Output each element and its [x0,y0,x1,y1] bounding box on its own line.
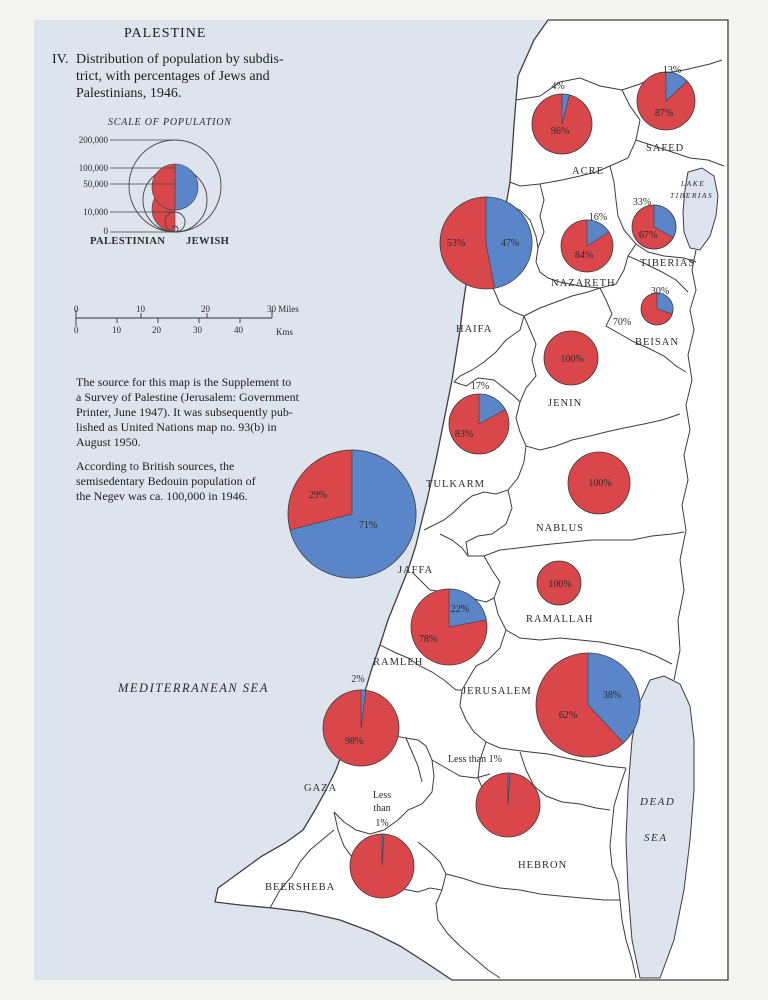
subdistrict-name-jaffa: JAFFA [398,565,434,576]
km-label-20: 20 [152,325,161,335]
pct-jewish-nazareth: 16% [588,212,608,223]
subdistrict-name-tiberias: TIBERIAS [640,258,696,269]
scale-value-0: 0 [103,226,108,236]
pct-jewish-beisan: 30% [650,286,670,297]
pct-jewish-ramleh: 22% [450,604,470,615]
bedouin-note-line-2: semisedentary Bedouin population of [76,474,256,488]
pct-jewish-tiberias: 33% [632,197,652,208]
pct-jewish-gaza: 2% [351,674,365,685]
pct-jewish-acre: 4% [551,81,565,92]
legend-palestinian-label: PALESTINIAN [90,236,166,247]
source-note-line-2: a Survey of Palestine (Jerusalem: Government [76,390,299,404]
subdistrict-name-acre: ACRE [572,166,605,177]
title-line-3: Palestinians, 1946. [76,86,182,101]
subdistrict-name-jerusalem: JERUSALEM [462,686,532,697]
km-label-10: 10 [112,325,121,335]
subdistrict-name-beisan: BEISAN [635,337,679,348]
subdistrict-name-beersheba: BEERSHEBA [265,882,336,893]
pct-palestinian-ramallah: 100% [548,579,572,590]
source-note-line-3: Printer, June 1947). It was subsequently pub- [76,405,293,419]
subdistrict-name-haifa: HAIFA [456,324,493,335]
pct-palestinian-jenin: 100% [560,354,584,365]
pct-palestinian-tulkarm: 83% [454,429,474,440]
subdistrict-name-hebron: HEBRON [518,860,568,871]
plate-number: IV. [52,52,69,67]
bedouin-note [76,459,256,503]
scale-value-200k: 200,000 [78,135,108,145]
legend-jewish-label: JEWISH [186,236,230,247]
scale-value-100k: 100,000 [78,163,108,173]
subdistrict-name-ramallah: RAMALLAH [526,614,594,625]
mile-label-0: 0 [74,304,79,314]
pct-jewish-beersheba-line-1: Less [372,790,392,801]
subdistrict-name-tulkarm: TULKARM [426,479,485,490]
pct-palestinian-nablus: 100% [588,478,612,489]
subdistrict-name-nazareth: NAZARETH [551,278,616,289]
title-line-1: Distribution of population by subdis- [76,52,284,67]
subdistrict-name-ramleh: RAMLEH [373,657,424,668]
bedouin-note-line-3: the Negev was ca. 100,000 in 1946. [76,489,248,503]
subdistrict-name-jenin: JENIN [548,398,583,409]
bedouin-note-line-1: According to British sources, the [76,459,235,473]
mediterranean-sea-label: MEDITERRANEAN SEA [118,681,269,695]
lake-label-2: TIBERIAS [670,191,714,200]
source-note-line-5: August 1950. [76,435,141,449]
source-note-line-4: lished as United Nations map no. 93(b) in [76,420,277,434]
map-header: PALESTINE [124,26,207,41]
pct-jewish-jaffa: 71% [358,520,378,531]
pct-palestinian-tiberias: 67% [638,230,658,241]
km-label-30: 30 [193,325,202,335]
pct-palestinian-gaza: 98% [344,736,364,747]
dead-sea-label-1: DEAD [640,796,676,808]
mile-label-20: 20 [201,304,210,314]
population-scale-title: SCALE OF POPULATION [108,117,232,128]
pct-jewish-beersheba-line-3: 1% [375,818,389,829]
pct-palestinian-acre: 96% [550,126,570,137]
subdistrict-name-nablus: NABLUS [536,523,585,534]
pct-palestinian-nazareth: 84% [574,250,594,261]
pct-palestinian-safed: 87% [654,108,674,119]
scale-value-10k: 10,000 [83,207,108,217]
pct-jewish-tulkarm: 17% [470,381,490,392]
km-unit-label: Kms [276,327,294,337]
km-label-0: 0 [74,325,79,335]
source-note-line-1: The source for this map is the Supplement to [76,375,292,389]
km-label-40: 40 [234,325,243,335]
pct-jewish-haifa: 47% [500,238,520,249]
subdistrict-name-gaza: GAZA [304,783,338,794]
pct-jewish-hebron: Less than 1% [448,754,502,765]
pct-palestinian-ramleh: 78% [418,634,438,645]
pct-palestinian-jerusalem: 62% [558,710,578,721]
subdistrict-name-safed: SAFED [646,143,685,154]
scale-value-50k: 50,000 [83,179,108,189]
dead-sea-label-2: SEA [644,832,668,844]
pct-jewish-safed: 13% [662,65,682,76]
pct-jewish-jerusalem: 38% [602,690,622,701]
pct-palestinian-jaffa: 29% [308,490,328,501]
mile-label-10: 10 [136,304,145,314]
pct-jewish-beersheba-line-2: than [373,803,391,814]
pct-palestinian-haifa: 53% [446,238,466,249]
lake-label-1: LAKE [681,179,706,188]
mile-label-30: 30 Miles [267,304,299,314]
title-line-2: trict, with percentages of Jews and [76,69,270,84]
pct-palestinian-beisan: 70% [612,317,632,328]
